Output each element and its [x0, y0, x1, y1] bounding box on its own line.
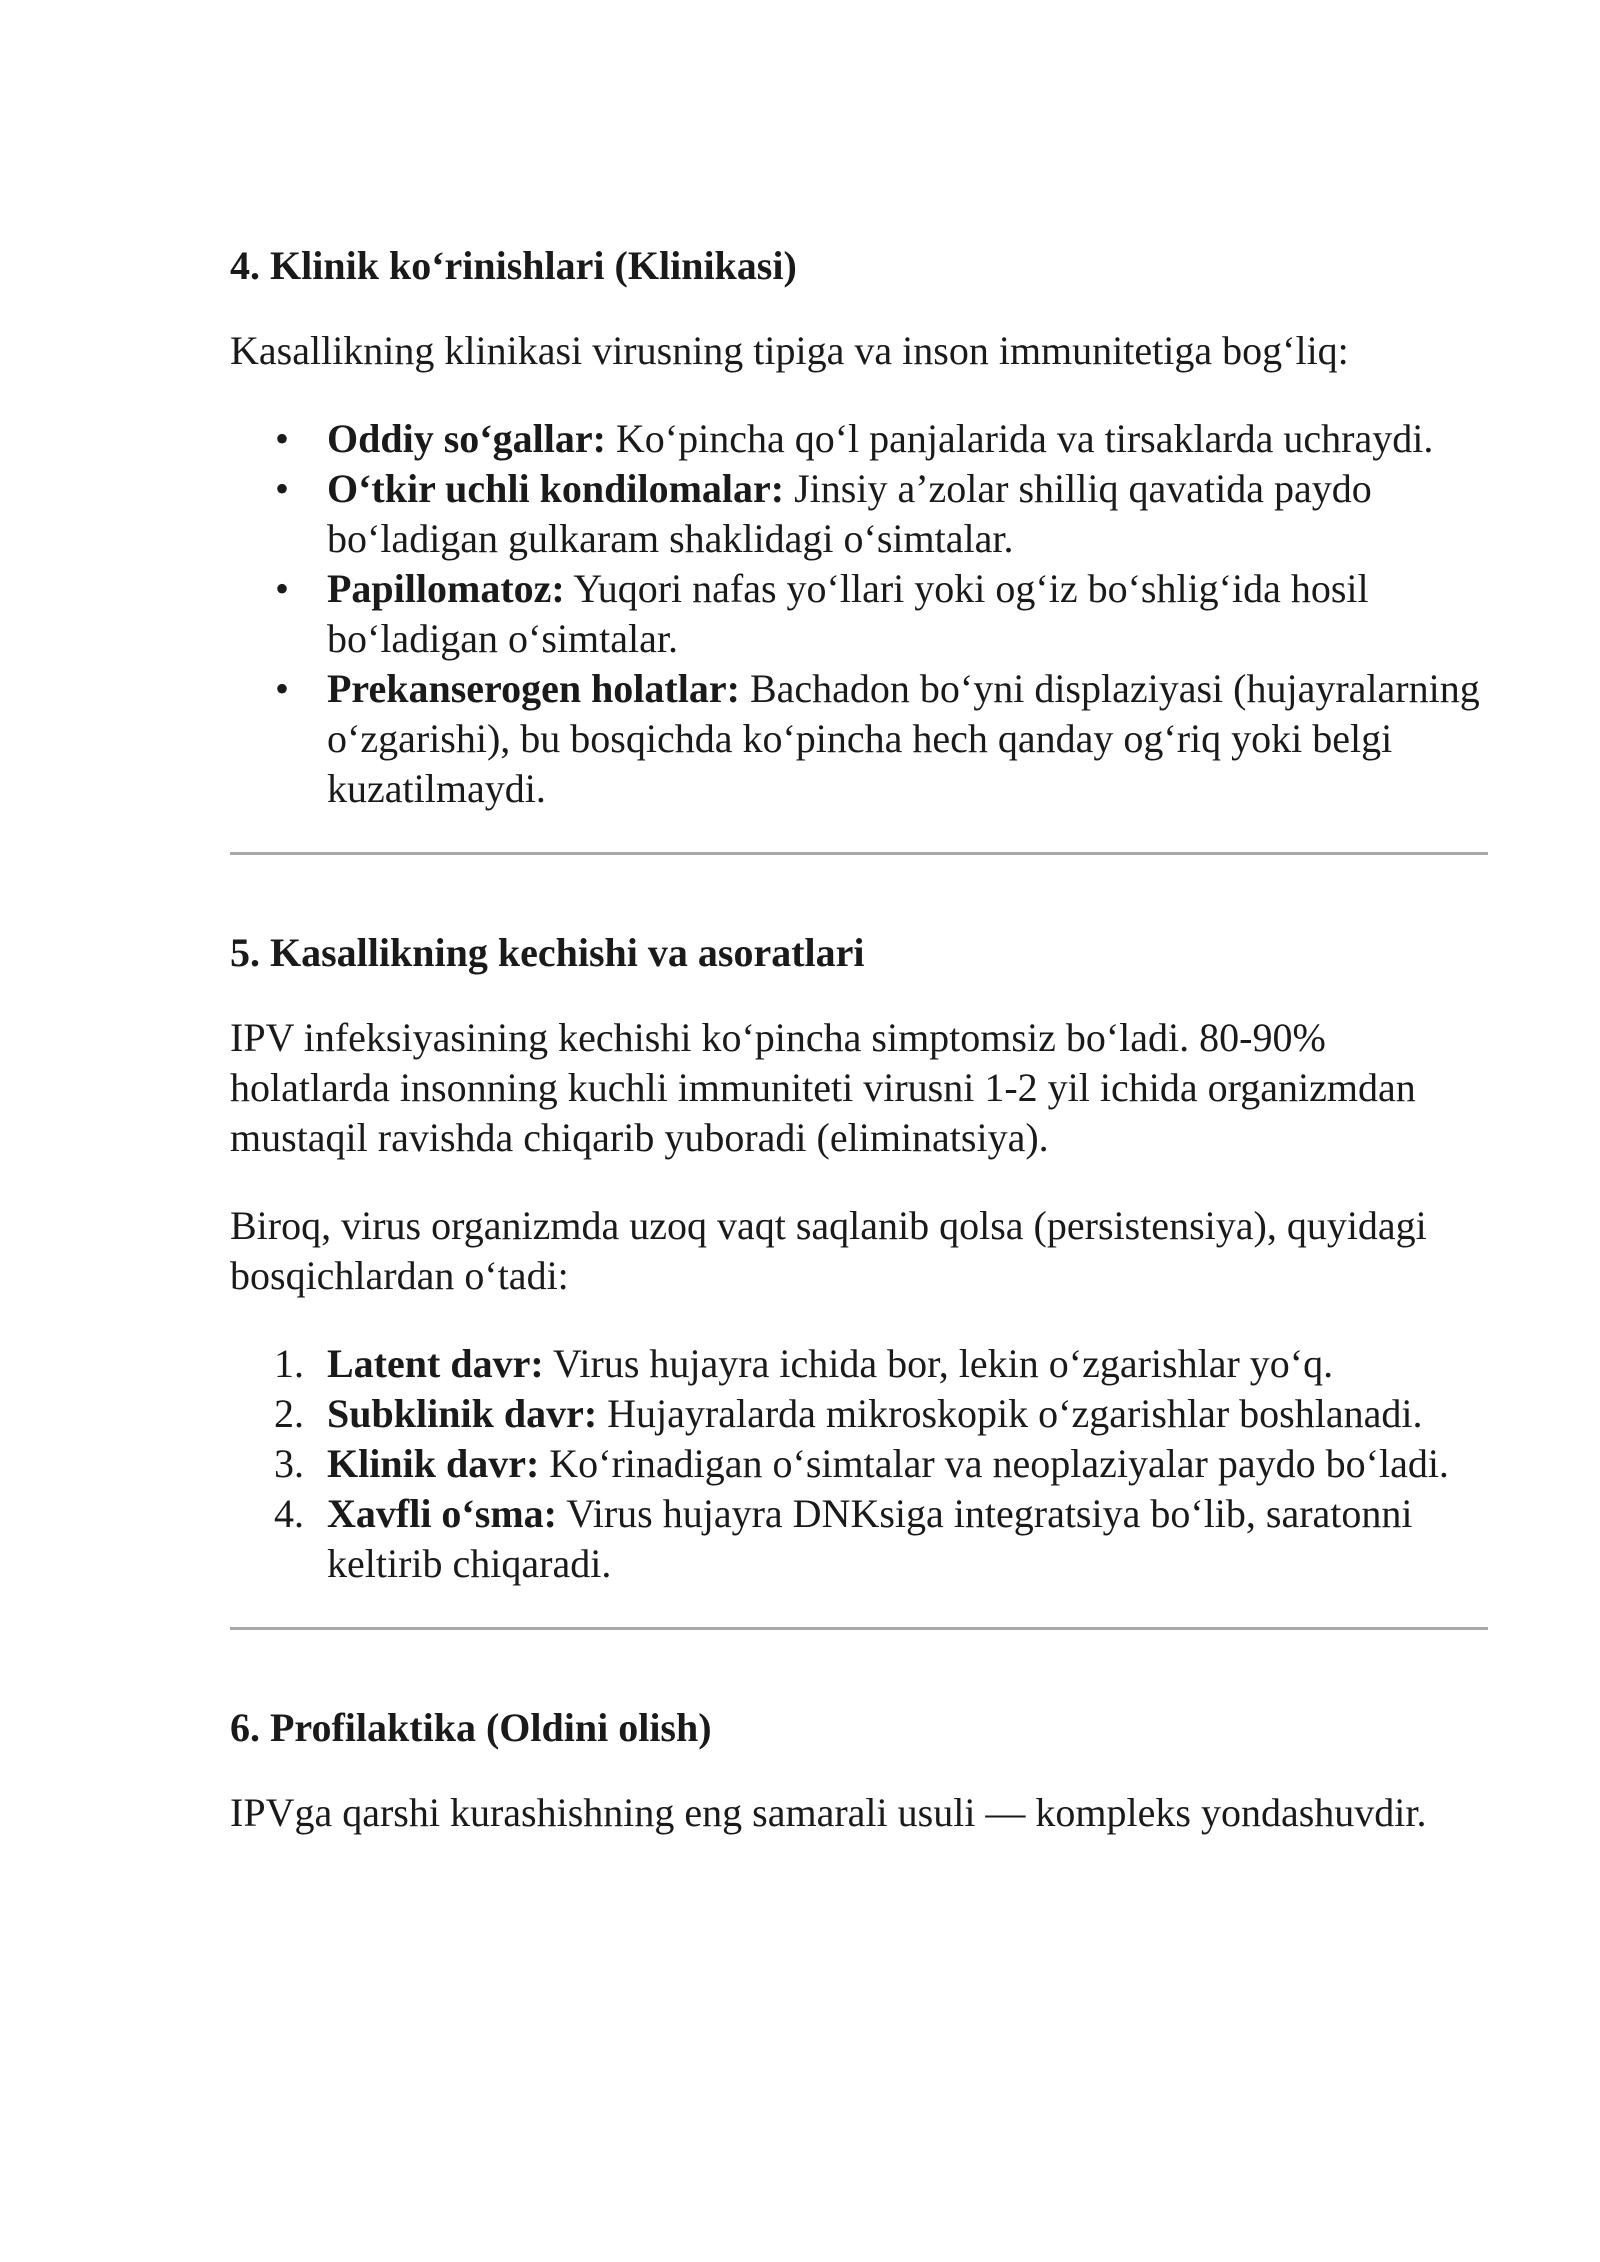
item-text: Bachadon bo‘yni displaziyasi (hujayralarning o‘zgarishi), bu bosqichda ko‘pincha hech qanday og‘riq yoki belgi kuzatilmaydi.	[327, 666, 1480, 811]
item-term: Latent davr:	[327, 1341, 544, 1386]
list-item	[230, 1389, 1488, 1439]
item-text: Jinsiy a’zolar shilliq qavatida paydo bo‘ladigan gulkaram shaklidagi o‘simtalar.	[327, 466, 1372, 561]
list-item	[230, 1489, 1488, 1589]
item-term: Prekanserogen holatlar:	[327, 666, 740, 711]
item-term: Klinik davr:	[327, 1441, 540, 1486]
list-item	[230, 1439, 1488, 1489]
list-number: 1.	[274, 1341, 304, 1386]
item-term: Subklinik davr:	[327, 1391, 598, 1436]
document-page	[230, 240, 1488, 1838]
section-5-paragraph-1: IPV infeksiyasining kechishi ko‘pincha simptomsiz bo‘ladi. 80-90% holatlarda insonning kuchli immuniteti virusni 1-2 yil ichida organizmdan mustaqil ravishda chiqarib yuboradi (eliminatsiya).	[230, 1015, 1416, 1160]
item-text: Ko‘pincha qo‘l panjalarida va tirsaklarda uchraydi.	[605, 416, 1434, 461]
bullet-marker: •	[275, 416, 290, 461]
list-number: 4.	[274, 1491, 304, 1536]
list-number: 3.	[274, 1441, 304, 1486]
bullet-marker: •	[275, 466, 290, 511]
item-term: Xavfli o‘sma:	[327, 1491, 557, 1536]
section-5-heading: 5. Kasallikning kechishi va asoratlari	[230, 930, 865, 975]
section-6-heading: 6. Profilaktika (Oldini olish)	[230, 1705, 712, 1750]
bullet-marker: •	[275, 666, 290, 711]
list-item	[230, 464, 1488, 564]
section-5-paragraph-2: Biroq, virus organizmda uzoq vaqt saqlanib qolsa (persistensiya), quyidagi bosqichlardan o‘tadi:	[230, 1203, 1427, 1298]
list-item	[230, 564, 1488, 664]
item-text: Virus hujayra ichida bor, lekin o‘zgarishlar yo‘q.	[543, 1341, 1334, 1386]
item-term: Papillomatoz:	[327, 566, 565, 611]
list-item	[230, 664, 1488, 814]
infection-stages-list	[230, 1339, 1488, 1589]
item-text: Hujayralarda mikroskopik o‘zgarishlar boshlanadi.	[597, 1391, 1423, 1436]
item-text: Ko‘rinadigan o‘simtalar va neoplaziyalar paydo bo‘ladi.	[539, 1441, 1449, 1486]
item-term: Oddiy so‘gallar:	[327, 416, 606, 461]
list-item	[230, 1339, 1488, 1389]
bullet-marker: •	[275, 566, 290, 611]
section-4-intro: Kasallikning klinikasi virusning tipiga va inson immunitetiga bog‘liq:	[230, 328, 1349, 373]
item-text: Virus hujayra DNKsiga integratsiya bo‘lib, saratonni keltirib chiqaradi.	[327, 1491, 1413, 1586]
list-item	[230, 414, 1488, 464]
clinical-forms-list	[230, 414, 1488, 814]
list-number: 2.	[274, 1391, 304, 1436]
item-text: Yuqori nafas yo‘llari yoki og‘iz bo‘shlig‘ida hosil bo‘ladigan o‘simtalar.	[327, 566, 1369, 661]
item-term: O‘tkir uchli kondilomalar:	[327, 466, 785, 511]
section-6-paragraph-1: IPVga qarshi kurashishning eng samarali usuli — kompleks yondashuvdir.	[230, 1790, 1427, 1835]
section-4-heading: 4. Klinik ko‘rinishlari (Klinikasi)	[230, 243, 797, 288]
